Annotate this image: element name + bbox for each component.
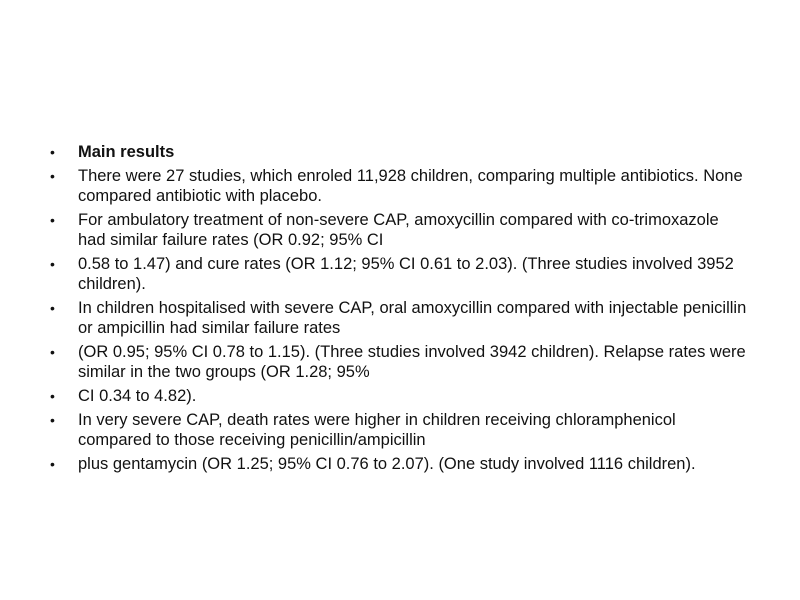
bullet-item-very-severe: [48, 410, 748, 450]
bullet-item-relapse-cont: [48, 386, 748, 406]
bullet-icon: •: [50, 144, 55, 160]
section-heading: Main results: [78, 143, 175, 161]
bullet-icon: •: [50, 412, 55, 428]
bullet-text: (OR 0.95; 95% CI 0.78 to 1.15). (Three studies involved 3942 children). Relapse rates were similar in the two groups (OR 1.28; 95%: [78, 343, 746, 381]
bullet-text: CI 0.34 to 4.82).: [78, 387, 197, 405]
bullet-text: For ambulatory treatment of non-severe CAP, amoxycillin compared with co-trimoxazole had similar failure rates (OR 0.92; 95% CI: [78, 211, 719, 249]
bullet-item-ambulatory-cont: [48, 254, 748, 294]
bullet-text: 0.58 to 1.47) and cure rates (OR 1.12; 95% CI 0.61 to 2.03). (Three studies involved 3952 children).: [78, 255, 734, 293]
bullet-text: plus gentamycin (OR 1.25; 95% CI 0.76 to 2.07). (One study involved 1116 children).: [78, 455, 696, 473]
bullet-item-main-results: [48, 142, 748, 162]
bullet-icon: •: [50, 344, 55, 360]
bullet-icon: •: [50, 212, 55, 228]
bullet-icon: •: [50, 388, 55, 404]
bullet-icon: •: [50, 168, 55, 184]
bullet-item-hospitalised-cont: [48, 342, 748, 382]
bullet-item-very-severe-cont: [48, 454, 748, 474]
bullet-item-hospitalised: [48, 298, 748, 338]
bullet-item-ambulatory: [48, 210, 748, 250]
bullet-list: [48, 142, 748, 478]
bullet-icon: •: [50, 300, 55, 316]
bullet-text: There were 27 studies, which enroled 11,928 children, comparing multiple antibiotics. None compared antibiotic with placebo.: [78, 167, 743, 205]
bullet-icon: •: [50, 256, 55, 272]
bullet-icon: •: [50, 456, 55, 472]
bullet-text: In very severe CAP, death rates were higher in children receiving chloramphenicol compared to those receiving penicillin/ampicillin: [78, 411, 676, 449]
bullet-item-studies: [48, 166, 748, 206]
bullet-text: In children hospitalised with severe CAP, oral amoxycillin compared with injectable penicillin or ampicillin had similar failure rates: [78, 299, 747, 337]
